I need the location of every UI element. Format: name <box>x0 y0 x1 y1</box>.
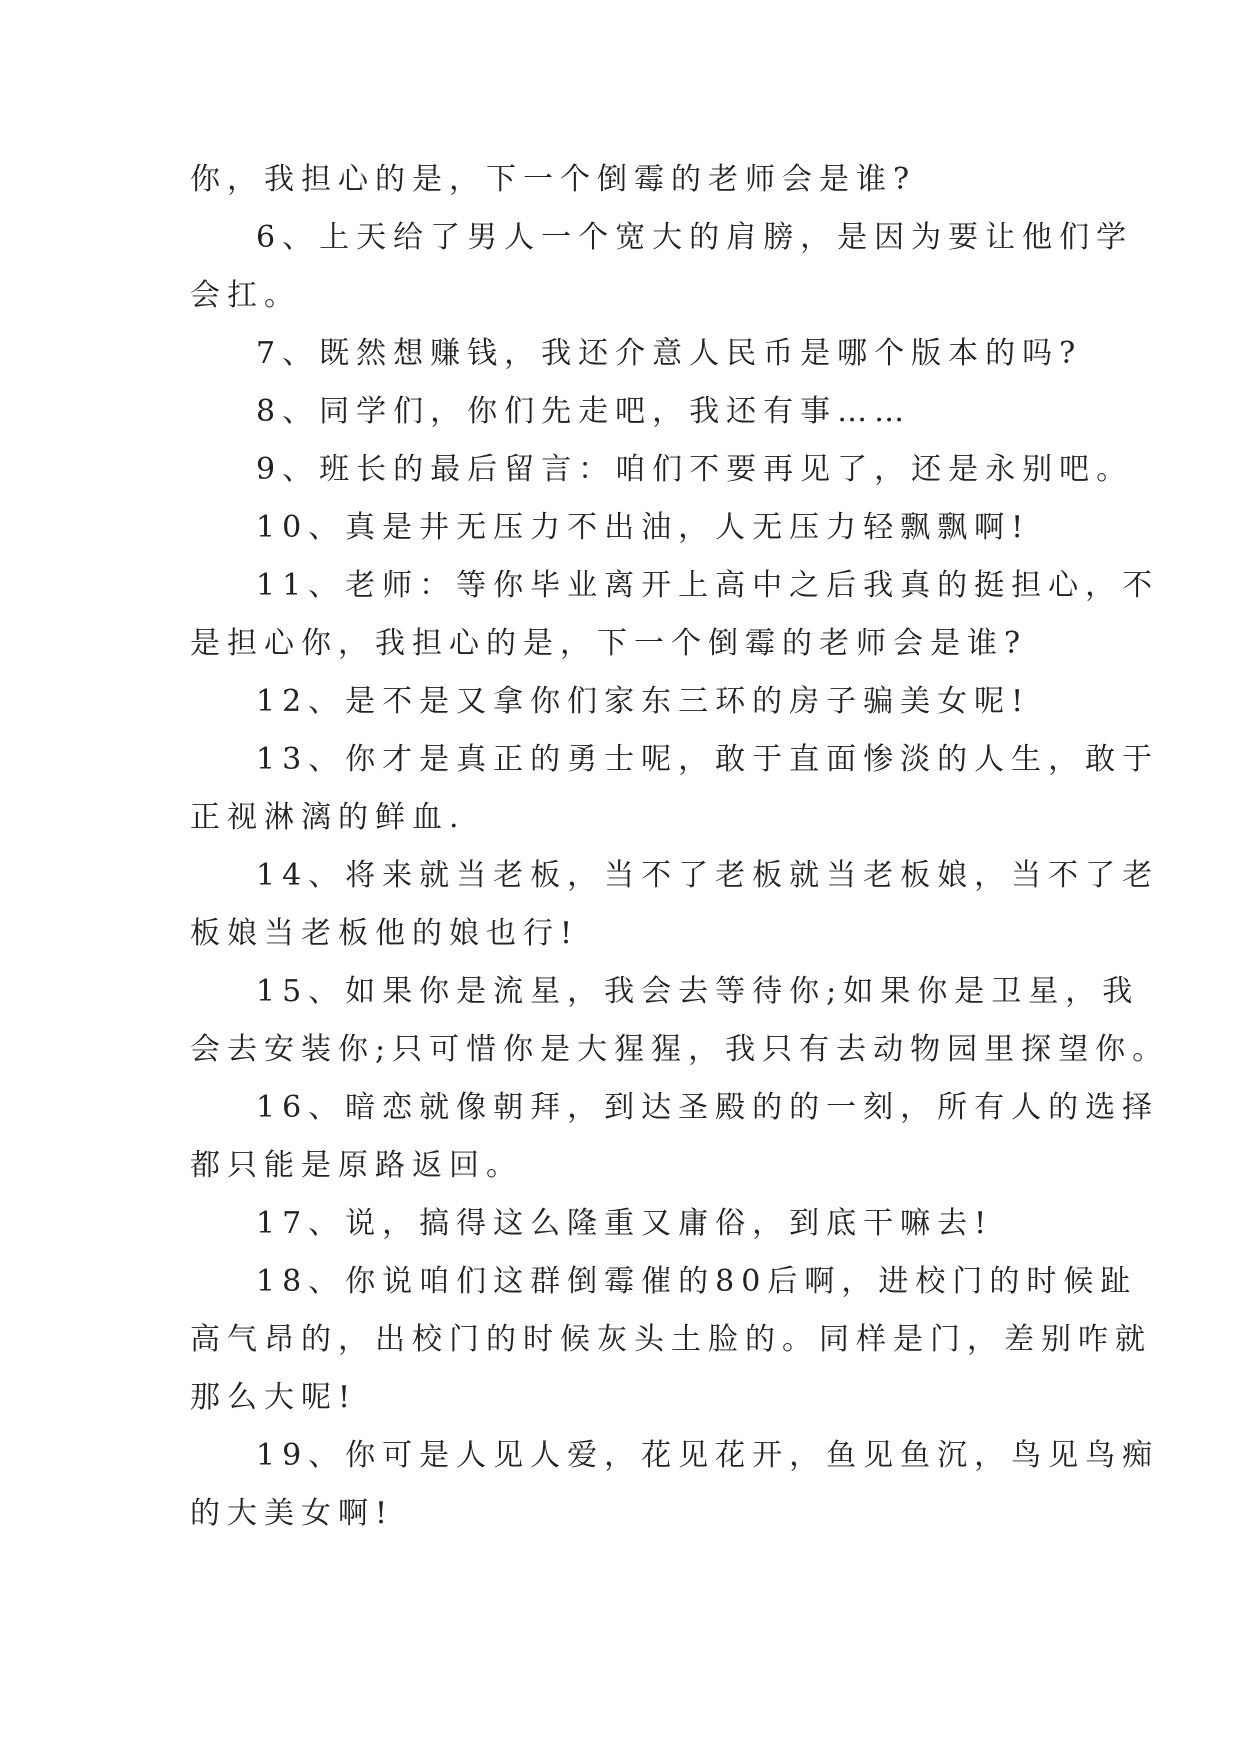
text-line: 13、你才是真正的勇士呢，敢于直面惨淡的人生，敢于 <box>256 742 1160 777</box>
text-line: 19、你可是人见人爱，花见花开，鱼见鱼沉，鸟见鸟痴 <box>256 1438 1160 1473</box>
paragraph <box>190 847 1160 963</box>
text-line: 会扛。 <box>190 278 301 313</box>
paragraph <box>190 441 1134 499</box>
text-line: 8、同学们，你们先走吧，我还有事…… <box>256 394 912 429</box>
text-line: 是担心你，我担心的是，下一个倒霉的老师会是谁? <box>190 626 1028 661</box>
text-line: 18、你说咱们这群倒霉催的80后啊，进校门的时候趾 <box>256 1264 1138 1299</box>
text-line: 10、真是井无压力不出油，人无压力轻飘飘啊! <box>256 510 1031 545</box>
text-line: 6、上天给了男人一个宽大的肩膀，是因为要让他们学 <box>256 220 1134 255</box>
document-body <box>190 151 1170 1543</box>
text-line: 高气昂的，出校门的时候灰头土脸的。同样是门，差别咋就 <box>190 1322 1152 1357</box>
text-line: 的大美女啊! <box>190 1496 395 1531</box>
text-line: 14、将来就当老板，当不了老板就当老板娘，当不了老 <box>256 858 1160 893</box>
text-line: 15、如果你是流星，我会去等待你;如果你是卫星，我 <box>256 974 1140 1009</box>
paragraph <box>190 673 1060 731</box>
paragraph <box>190 731 1160 847</box>
text-line: 都只能是原路返回。 <box>190 1148 523 1183</box>
paragraph <box>190 963 1170 1079</box>
paragraph <box>190 151 1060 209</box>
paragraph <box>190 1079 1160 1195</box>
paragraph <box>190 1253 1152 1427</box>
text-line: 会去安装你;只可惜你是大猩猩，我只有去动物园里探望你。 <box>190 1032 1170 1067</box>
text-line: 11、老师：等你毕业离开上高中之后我真的挺担心，不 <box>256 568 1160 603</box>
text-line: 17、说，搞得这么隆重又庸俗，到底干嘛去! <box>256 1206 994 1241</box>
paragraph <box>190 209 1134 325</box>
text-line: 9、班长的最后留言：咱们不要再见了，还是永别吧。 <box>256 452 1134 487</box>
text-line: 你，我担心的是，下一个倒霉的老师会是谁? <box>190 162 917 197</box>
text-line: 16、暗恋就像朝拜，到达圣殿的的一刻，所有人的选择 <box>256 1090 1160 1125</box>
paragraph <box>190 1427 1160 1543</box>
text-line: 那么大呢! <box>190 1380 358 1415</box>
text-line: 板娘当老板他的娘也行! <box>190 916 580 951</box>
paragraph <box>190 325 1083 383</box>
paragraph <box>190 557 1160 673</box>
paragraph <box>190 1195 1060 1253</box>
text-line: 正视淋漓的鲜血. <box>190 800 466 835</box>
text-line: 7、既然想赚钱，我还介意人民币是哪个版本的吗? <box>256 336 1083 371</box>
text-line: 12、是不是又拿你们家东三环的房子骗美女呢! <box>256 684 1031 719</box>
paragraph <box>190 383 1060 441</box>
paragraph <box>190 499 1060 557</box>
